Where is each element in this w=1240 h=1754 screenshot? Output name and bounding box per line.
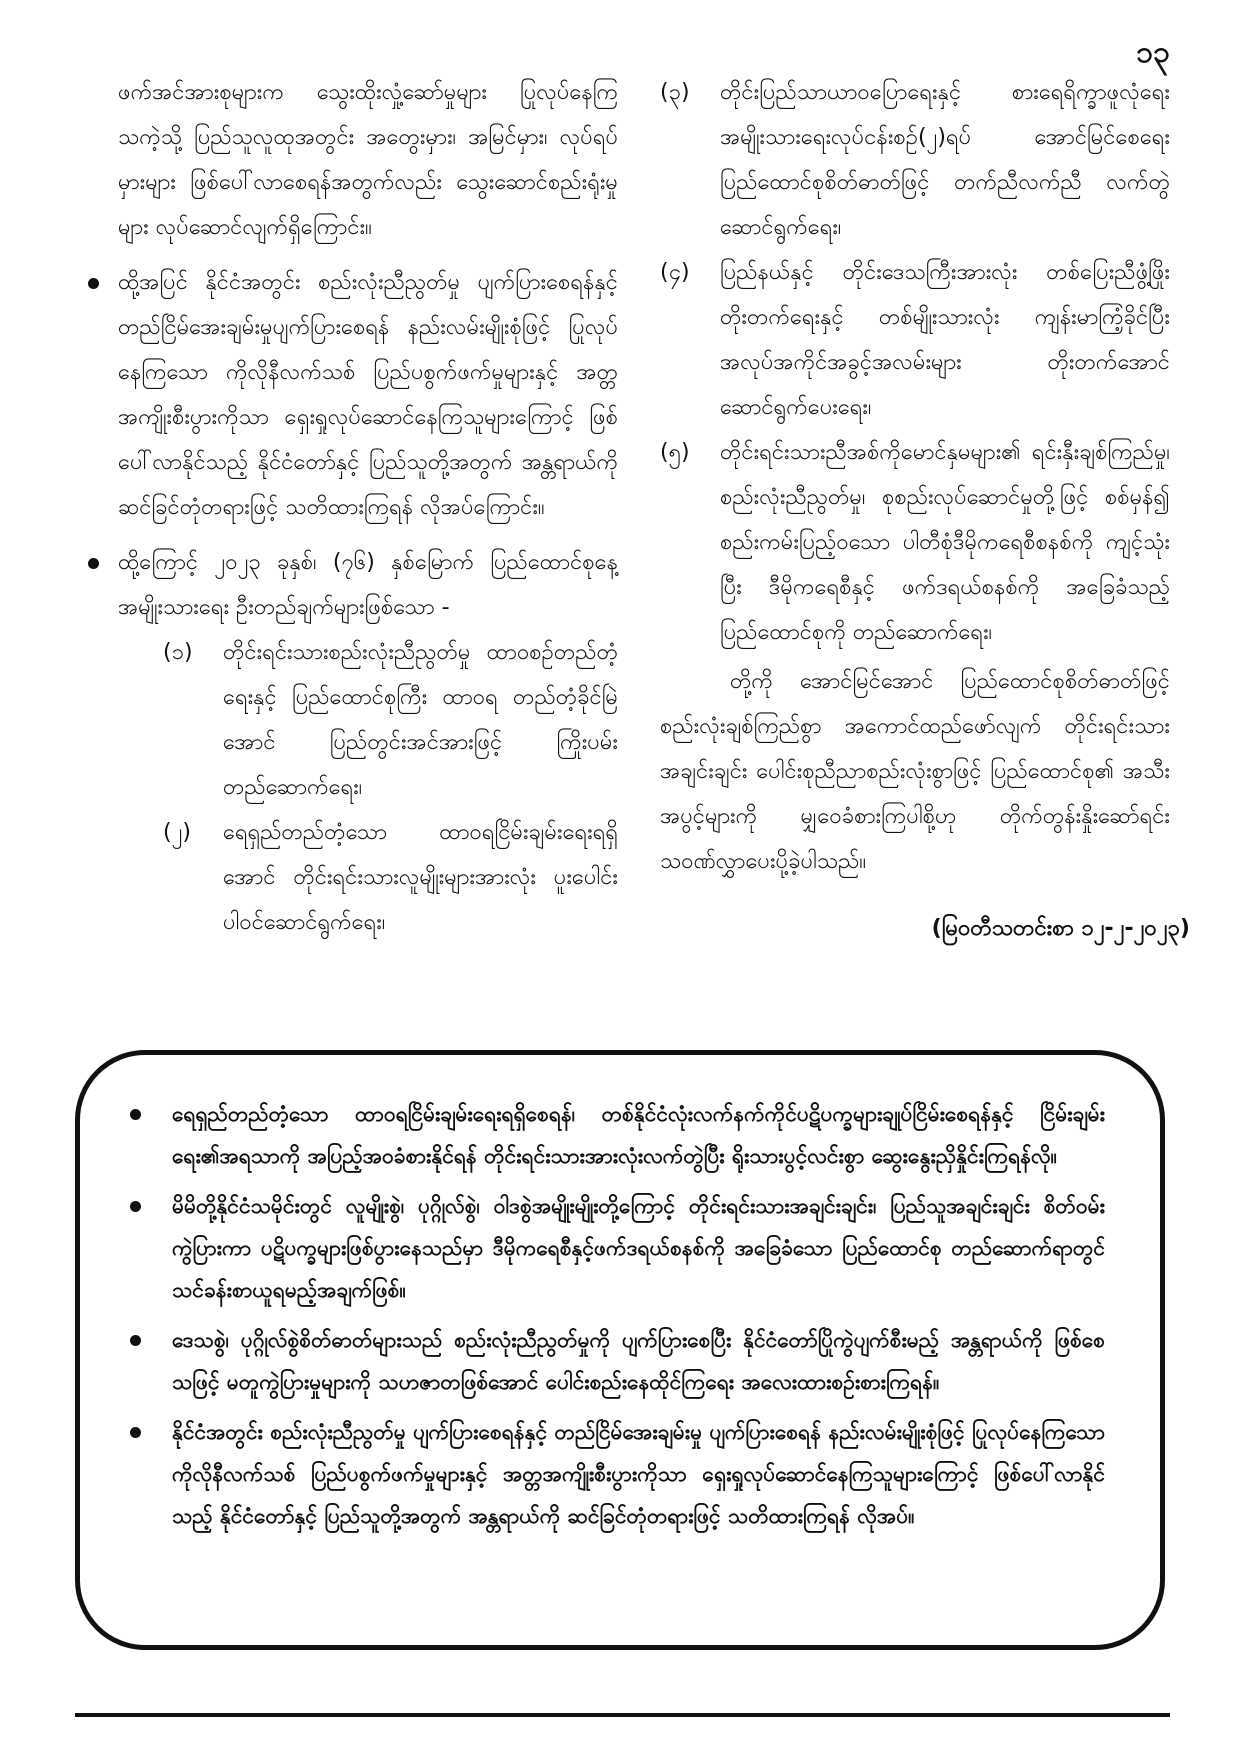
left-column (88, 70, 618, 945)
numbered-item (163, 810, 618, 945)
bullet-paragraph: ထို့အပြင် နိုင်ငံအတွင်း စည်းလုံးညီညွတ်မှု ပျက်ပြားစေရန်နှင့် တည်ငြိမ်အေးချမ်းမှုပျက်ပြားစေရန် နည်းလမ်းမျိုးစုံဖြင့် ပြုလုပ်နေကြသော ကိုလိုနီလက်သစ် ပြည်ပစွက်ဖက်မှုများနှင့် အတ္တအကျိုးစီးပွားကိုသာ ရှေးရှုလုပ်ဆောင်နေကြသူများကြောင့် ဖြစ်ပေါ်လာနိုင်သည့် နိုင်ငံတော်နှင့် ပြည်သူတို့အတွက် အန္တရာယ်ကို ဆင်ခြင်တုံတရားဖြင့် သတိထားကြရန် လိုအပ်ကြောင်း။ (88, 260, 618, 530)
numbered-item (163, 630, 618, 810)
item-text: တိုင်းရင်းသားစည်းလုံးညီညွတ်မှု ထာဝစဉ်တည်တံ့ရေးနှင့် ပြည်ထောင်စုကြီး ထာဝရ တည်တံ့ခိုင်မြဲအောင် ပြည်တွင်းအင်အားဖြင့် ကြိုးပမ်းတည်ဆောက်ရေး၊ (223, 640, 618, 800)
numbered-item (660, 70, 1170, 250)
item-text: တိုင်းပြည်သာယာဝပြောရေးနှင့် စားရေရိက္ခာဖူလုံရေး အမျိုးသားရေးလုပ်ငန်းစဉ်(၂)ရပ် အောင်မြင်စေရေး ပြည်ထောင်စုစိတ်ဓာတ်ဖြင့် တက်ညီလက်ညီ လက်တွဲဆောင်ရွက်ရေး၊ (720, 80, 1170, 240)
summary-bullet: မိမိတို့နိုင်ငံသမိုင်းတွင် လူမျိုးစွဲ၊ ပုဂ္ဂိုလ်စွဲ၊ ဝါဒစွဲအမျိုးမျိုးတို့ကြောင့် တိုင်းရင်းသားအချင်းချင်း၊ ပြည်သူအချင်းချင်း စိတ်ဝမ်းကွဲပြားကာ ပဋိပက္ခများဖြစ်ပွားနေသည်မှာ ဒီမိုကရေစီနှင့်ဖက်ဒရယ်စနစ်ကို အခြေခံသော ပြည်ထောင်စု တည်ဆောက်ရာတွင် သင်ခန်းစာယူရမည့်အချက်ဖြစ်။ (130, 1185, 1105, 1311)
item-number: (၂) (163, 820, 191, 845)
item-text: တိုင်းရင်းသားညီအစ်ကိုမောင်နှမများ၏ ရင်းနှီးချစ်ကြည်မှု၊ စည်းလုံးညီညွတ်မှု၊ စုစည်းလုပ်ဆောင်မှုတို့ဖြင့် စစ်မှန်၍ စည်းကမ်းပြည့်ဝသော ပါတီစုံဒီမိုကရေစီစနစ်ကို ကျင့်သုံးပြီး ဒီမိုကရေစီနှင့် ဖက်ဒရယ်စနစ်ကို အခြေခံသည့် ပြည်ထောင်စုကို တည်ဆောက်ရေး၊ (720, 440, 1170, 645)
footer-rule (75, 1713, 1170, 1717)
summary-box (75, 1050, 1165, 1650)
closing-paragraph: တို့ကို အောင်မြင်အောင် ပြည်ထောင်စုစိတ်ဓာတ်ဖြင့် စည်းလုံးချစ်ကြည်စွာ အကောင်ထည်ဖော်လျက် တိုင်းရင်းသားအချင်းချင်း ပေါင်းစုညီညာစည်းလုံးစွာဖြင့် ပြည်ထောင်စု၏ အသီးအပွင့်များကို မျှဝေခံစားကြပါစို့ဟု တိုက်တွန်းနှိုးဆော်ရင်း သဝဏ်လွှာပေးပို့ခဲ့ပါသည်။ (660, 669, 1170, 874)
item-text: ပြည်နယ်နှင့် တိုင်းဒေသကြီးအားလုံး တစ်ပြေးညီဖွံ့ဖြိုးတိုးတက်ရေးနှင့် တစ်မျိုးသားလုံး ကျန်းမာကြံ့ခိုင်ပြီး အလုပ်အကိုင်အခွင့်အလမ်းများ တိုးတက်အောင်ဆောင်ရွက်ပေးရေး၊ (720, 260, 1170, 420)
item-number: (၅) (660, 440, 690, 465)
item-text: ရေရှည်တည်တံ့သော ထာဝရငြိမ်းချမ်းရေးရရှိအောင် တိုင်းရင်းသားလူမျိုးများအားလုံး ပူးပေါင်းပါဝင်ဆောင်ရွက်ရေး၊ (223, 820, 618, 935)
summary-bullet: ရေရှည်တည်တံ့သော ထာဝရငြိမ်းချမ်းရေးရရှိစေရန်၊ တစ်နိုင်ငံလုံးလက်နက်ကိုင်ပဋိပက္ခများချုပ်ငြိမ်းစေရန်နှင့် ငြိမ်းချမ်းရေး၏အရသာကို အပြည့်အဝခံစားနိုင်ရန် တိုင်းရင်းသားအားလုံးလက်တွဲပြီး ရိုးသားပွင့်လင်းစွာ ဆွေးနွေးညှိနှိုင်းကြရန်လို။ (130, 1093, 1105, 1177)
item-number: (၄) (660, 260, 690, 285)
page-number: ၁၃ (1136, 35, 1170, 70)
numbered-item (660, 430, 1170, 655)
summary-bullet: နိုင်ငံအတွင်း စည်းလုံးညီညွတ်မှု ပျက်ပြားစေရန်နှင့် တည်ငြိမ်အေးချမ်းမှု ပျက်ပြားစေရန် နည်းလမ်းမျိုးစုံဖြင့် ပြုလုပ်နေကြသော ကိုလိုနီလက်သစ် ပြည်ပစွက်ဖက်မှုများနှင့် အတ္တအကျိုးစီးပွားကိုသာ ရှေးရှုလုပ်ဆောင်နေကြသူများကြောင့် ဖြစ်ပေါ်လာနိုင်သည့် နိုင်ငံတော်နှင့် ပြည်သူတို့အတွက် အန္တရာယ်ကို ဆင်ခြင်တုံတရားဖြင့် သတိထားကြရန် လိုအပ်။ (130, 1411, 1105, 1537)
item-number: (၁) (163, 640, 193, 665)
intro-paragraph: ဖက်အင်အားစုများက သွေးထိုးလှုံ့ဆော်မှုများ ပြုလုပ်နေကြသကဲ့သို့ ပြည်သူလူထုအတွင်း အတွေးမှား၊ အမြင်မှား၊ လုပ်ရပ်မှားများ ဖြစ်ပေါ်လာစေရန်အတွက်လည်း သွေးဆောင်စည်းရုံးမှုများ လုပ်ဆောင်လျက်ရှိကြောင်း။ (118, 80, 618, 240)
right-column (660, 70, 1190, 951)
item-number: (၃) (660, 80, 690, 105)
summary-bullet: ဒေသစွဲ၊ ပုဂ္ဂိုလ်စွဲစိတ်ဓာတ်များသည် စည်းလုံးညီညွတ်မှုကို ပျက်ပြားစေပြီး နိုင်ငံတော်ပြိုကွဲပျက်စီးမည့် အန္တရာယ်ကို ဖြစ်စေသဖြင့် မတူကွဲပြားမှုများကို သဟဇာတဖြစ်အောင် ပေါင်းစည်းနေထိုင်ကြရေး အလေးထားစဉ်းစားကြရန်။ (130, 1319, 1105, 1403)
source-citation: (မြဝတီသတင်းစာ ၁၂-၂-၂၀၂၃) (931, 916, 1190, 941)
bullet-paragraph: ထို့ကြောင့် ၂၀၂၃ ခုနှစ်၊ (၇၆) နှစ်မြောက် ပြည်ထောင်စုနေ့ အမျိုးသားရေး ဦးတည်ချက်များဖြစ်သော - (88, 540, 618, 630)
numbered-item (660, 250, 1170, 430)
